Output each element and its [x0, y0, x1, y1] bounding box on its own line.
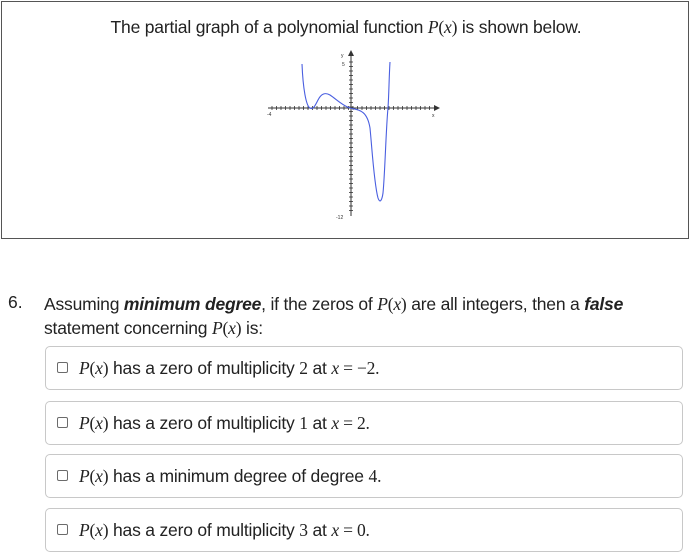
- option-a-xval: −2: [356, 358, 376, 378]
- prompt-box: [1, 1, 689, 239]
- question-function-name-2: P: [211, 318, 223, 338]
- prompt-text-before: The partial graph of a polynomial function: [110, 17, 428, 37]
- option-b-x: x: [331, 413, 339, 433]
- option-b-at: at: [307, 413, 332, 433]
- option-b-var: x: [95, 413, 103, 433]
- option-a-end: .: [375, 358, 380, 378]
- option-c-end: .: [377, 466, 382, 486]
- option-d-x: x: [331, 520, 339, 540]
- answer-option-b[interactable]: [45, 401, 683, 445]
- prompt-function-var: x: [443, 17, 452, 37]
- checkbox-option-c[interactable]: [57, 470, 68, 481]
- question-number: 6.: [8, 292, 23, 312]
- option-b-end: .: [365, 413, 370, 433]
- option-b-multiplicity: 1: [299, 413, 308, 433]
- checkbox-option-b[interactable]: [57, 417, 68, 428]
- y-axis-label: y: [341, 53, 344, 59]
- question-text-end: is:: [241, 318, 263, 338]
- option-a-func: P: [79, 358, 90, 378]
- prompt-text: The partial graph of a polynomial function P(x) is shown below.: [110, 17, 582, 37]
- option-d-func: P: [79, 520, 90, 540]
- question-text-line2: statement concerning: [44, 318, 212, 338]
- question-emphasis-minimum-degree: minimum degree: [123, 294, 262, 314]
- option-c-degree: 4: [368, 466, 378, 486]
- checkbox-option-d[interactable]: [57, 524, 68, 535]
- option-c-var: x: [95, 466, 103, 486]
- option-d-var: x: [95, 520, 103, 540]
- option-a-label: P(x) has a zero of multiplicity 2 at x = −2.: [79, 358, 380, 378]
- option-d-label: P(x) has a zero of multiplicity 3 at x = 0.: [79, 520, 370, 540]
- question-emphasis-false: false: [584, 294, 624, 314]
- polynomial-curve: [302, 62, 390, 201]
- question-text: Assuming minimum degree, if the zeros of P(x) are all integers, then a false statement concerning P(x) is:: [44, 294, 624, 338]
- polynomial-graph: [264, 48, 440, 224]
- option-d-multiplicity: 3: [299, 520, 308, 540]
- option-b-func: P: [79, 413, 90, 433]
- x-min-label: -4: [267, 112, 272, 118]
- option-a-at: at: [307, 358, 332, 378]
- prompt-function-name: P: [427, 17, 439, 37]
- checkbox-option-a[interactable]: [57, 362, 68, 373]
- question-text-before: Assuming: [44, 294, 124, 314]
- option-a-x: x: [331, 358, 339, 378]
- question-function-var-2: x: [228, 318, 236, 338]
- option-a-var: x: [95, 358, 103, 378]
- option-d-at: at: [307, 520, 332, 540]
- question-text-mid2: are all integers, then a: [406, 294, 585, 314]
- x-axis-arrow: [434, 105, 440, 111]
- option-c-label: P(x) has a minimum degree of degree 4.: [79, 466, 382, 486]
- option-c-text: has a minimum degree of degree: [108, 466, 369, 486]
- question-function-name: P: [377, 294, 388, 314]
- y-min-label: -12: [336, 215, 344, 221]
- option-a-text: has a zero of multiplicity: [108, 358, 300, 378]
- answer-option-d[interactable]: [45, 508, 683, 552]
- option-b-xval: 2: [356, 413, 366, 433]
- prompt-text-after: is shown below.: [457, 17, 582, 37]
- y-max-label: 5: [342, 62, 345, 68]
- answer-option-a[interactable]: [45, 346, 683, 390]
- option-b-label: P(x) has a zero of multiplicity 1 at x = 2.: [79, 413, 370, 433]
- option-a-multiplicity: 2: [299, 358, 308, 378]
- option-b-text: has a zero of multiplicity: [108, 413, 300, 433]
- y-axis-arrow: [348, 50, 354, 56]
- option-d-xval: 0: [356, 520, 366, 540]
- question-function-var: x: [393, 294, 401, 314]
- x-axis-label: x: [432, 113, 435, 119]
- option-d-end: .: [365, 520, 370, 540]
- option-d-text: has a zero of multiplicity: [108, 520, 300, 540]
- answer-option-c[interactable]: [45, 454, 683, 498]
- question-text-mid: , if the zeros of: [261, 294, 378, 314]
- option-c-func: P: [79, 466, 90, 486]
